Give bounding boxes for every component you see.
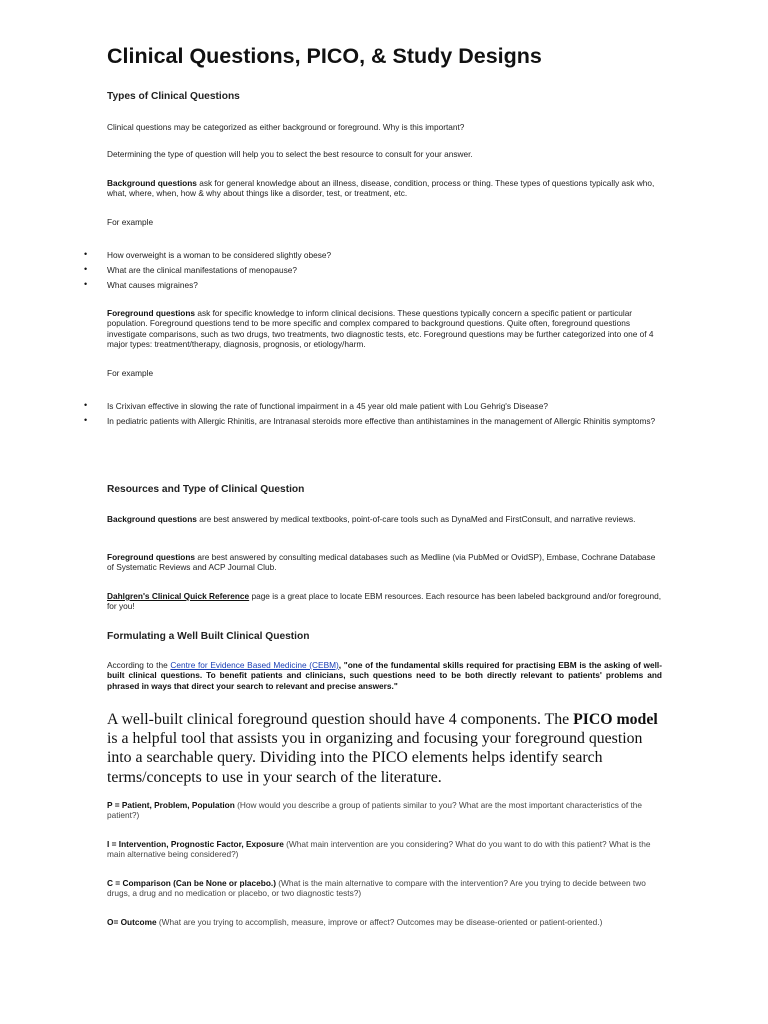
page-title: Clinical Questions, PICO, & Study Designs — [107, 44, 542, 68]
paragraph-foreground-questions — [107, 308, 662, 349]
term-background-questions: Background questions — [107, 178, 197, 188]
pico-label: P = Patient, Problem, Population — [107, 800, 235, 810]
bullet-icon: • — [84, 264, 88, 274]
list-item: In pediatric patients with Allergic Rhinitis, are Intranasal steroids more effective than antihistamines in the management of Allergic Rhinitis symptoms? — [107, 416, 656, 426]
dahlgren-link[interactable]: Dahlgren's Clinical Quick Reference — [107, 591, 250, 601]
paragraph-background-resources — [107, 514, 662, 524]
pico-description: (What is the main alternative to compare with the intervention? Are you trying to decide between two drugs, a drug and no medication or placebo, or two diagnostic tests?) — [107, 878, 646, 899]
pico-description: (What main intervention are you considering? What do you want to do with this patient? What is the main alternative being considered?) — [107, 839, 651, 860]
section-heading-formulating: Formulating a Well Built Clinical Question — [107, 631, 310, 642]
background-questions-text: ask for general knowledge about an illness, disease, condition, process or thing. These types of questions typically ask who, what, where, when, how & why about things like a disorder, test, or treatment, etc. — [107, 178, 655, 199]
section-heading-resources: Resources and Type of Clinical Question — [107, 484, 305, 495]
paragraph-cebm-quote — [107, 660, 662, 691]
background-resources-text: are best answered by medical textbooks, point-of-care tools such as DynaMed and FirstConsult, and narrative reviews. — [196, 514, 636, 524]
pico-item-patient — [107, 800, 662, 821]
cebm-lead-text: According to the — [107, 660, 171, 670]
paragraph-foreground-resources — [107, 552, 662, 573]
pico-item-outcome — [107, 917, 662, 927]
term-background-questions: Background questions — [107, 514, 197, 524]
bullet-icon: • — [84, 279, 88, 289]
paragraph-dahlgren — [107, 591, 662, 612]
pico-model-term: PICO model — [573, 711, 658, 728]
cebm-quote-text: , "one of the fundamental skills required for practising EBM is the asking of well-built clinical questions. To benefit patients and clinicians, such questions need to be both directly relevant to patients' problems and phrased in ways that direct your search to relevant and precise answers." — [107, 660, 662, 691]
pico-label: O= Outcome — [107, 917, 157, 927]
pico-item-comparison — [107, 878, 662, 899]
for-example-label: For example — [107, 217, 154, 227]
paragraph-categorized: Clinical questions may be categorized as either background or foreground. Why is this important? — [107, 122, 465, 132]
term-foreground-questions: Foreground questions — [107, 308, 196, 318]
for-example-label: For example — [107, 368, 154, 378]
foreground-questions-text: ask for specific knowledge to inform clinical decisions. These questions typically concern a specific patient or particular population. Foreground questions tend to be more specific and complex compared to background questions. Quite often, foreground questions investigate comparisons, such as two drugs, two treatments, two diagnostic tests, etc. Foreground questions may be further categorized into one of 4 major types: treatment/therapy, diagnosis, prognosis, or etiology/harm. — [107, 308, 654, 349]
pico-description: (How would you describe a group of patients similar to you? What are the most important characteristics of the patient?) — [107, 800, 642, 821]
pico-label: C = Comparison (Can be None or placebo.) — [107, 878, 276, 888]
dahlgren-text: page is a great place to locate EBM resources. Each resource has been labeled background and/or foreground, for you! — [107, 591, 662, 612]
list-item: What causes migraines? — [107, 280, 198, 290]
paragraph-determining: Determining the type of question will help you to select the best resource to consult for your answer. — [107, 149, 473, 159]
paragraph-background-questions — [107, 178, 662, 199]
bullet-icon: • — [84, 400, 88, 410]
list-item: What are the clinical manifestations of menopause? — [107, 265, 298, 275]
bullet-icon: • — [84, 249, 88, 259]
section-heading-types: Types of Clinical Questions — [107, 91, 240, 102]
pico-label: I = Intervention, Prognostic Factor, Exposure — [107, 839, 284, 849]
pico-intro-post: is a helpful tool that assists you in organizing and focusing your foreground question into a searchable query. Dividing into the PICO elements helps identify search terms/concepts to use in your search of the literature. — [107, 730, 643, 786]
pico-description: (What are you trying to accomplish, measure, improve or affect? Outcomes may be disease-oriented or patient-oriented.) — [156, 917, 603, 927]
term-foreground-questions: Foreground questions — [107, 552, 196, 562]
cebm-link[interactable]: Centre for Evidence Based Medicine (CEBM) — [170, 660, 339, 670]
pico-intro-pre: A well-built clinical foreground question should have 4 components. The — [107, 711, 574, 728]
foreground-resources-text: are best answered by consulting medical databases such as Medline (via PubMed or OvidSP), Embase, Cochrane Database of Systematic Reviews and ACP Journal Club. — [107, 552, 656, 573]
list-item: How overweight is a woman to be considered slightly obese? — [107, 250, 332, 260]
bullet-icon: • — [84, 415, 88, 425]
paragraph-pico-intro — [107, 710, 667, 787]
pico-item-intervention — [107, 839, 662, 860]
list-item: Is Crixivan effective in slowing the rate of functional impairment in a 45 year old male patient with Lou Gehrig's Disease? — [107, 401, 548, 411]
